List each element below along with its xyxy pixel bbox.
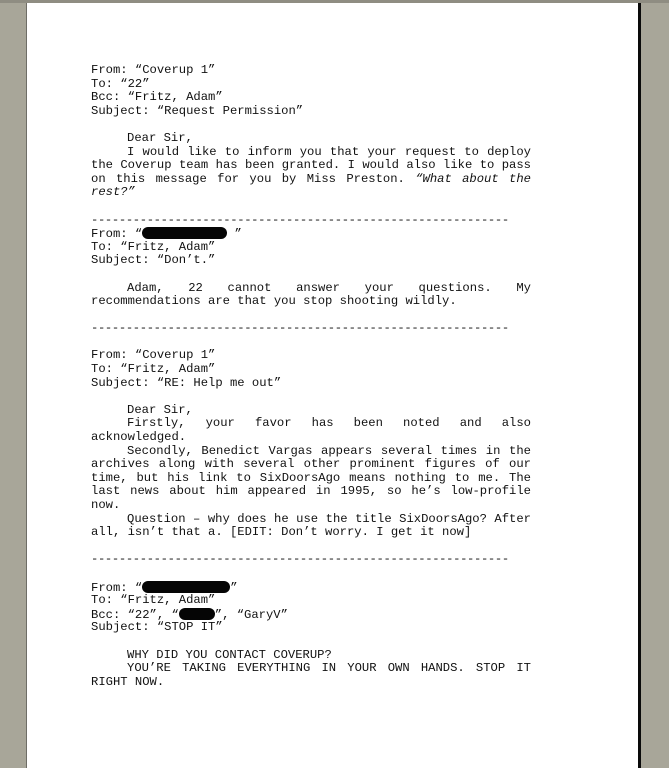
email-message bbox=[91, 64, 531, 214]
email-body-paragraph: YOU’RE TAKING EVERYTHING IN YOUR OWN HANDS. STOP IT RIGHT NOW. bbox=[91, 661, 531, 689]
email-to: To: “Fritz, Adam” bbox=[91, 593, 216, 608]
email-body: Adam, 22 cannot answer your questions. My recommendations are that you stop shooting wildly. bbox=[91, 280, 531, 309]
email-to: To: “Fritz, Adam” bbox=[91, 239, 216, 254]
email-from: From: “ ” bbox=[91, 227, 242, 242]
document-content bbox=[91, 64, 531, 689]
redaction-mark bbox=[179, 608, 215, 620]
email-to: To: “Fritz, Adam” bbox=[91, 362, 216, 377]
email-bcc: Bcc: “Fritz, Adam” bbox=[91, 90, 223, 105]
email-greeting: Dear Sir, bbox=[127, 402, 193, 417]
email-message bbox=[91, 581, 531, 690]
redaction-mark bbox=[142, 227, 227, 239]
email-greeting: Dear Sir, bbox=[127, 130, 193, 145]
email-body: I would like to inform you that your request to deploy the Coverup team has been granted. I would also like to pass on this message for you by Miss Preston. “What about the rest?” bbox=[91, 144, 531, 200]
italic-quote: “What about the rest?” bbox=[91, 171, 531, 200]
separator-line: ------------------------------------------------------------ bbox=[91, 322, 509, 336]
email-message bbox=[91, 349, 531, 553]
separator-line: ------------------------------------------------------------ bbox=[91, 553, 509, 567]
email-subject: Subject: “Don’t.” bbox=[91, 253, 216, 268]
email-to: To: “22” bbox=[91, 76, 150, 91]
redaction-mark bbox=[142, 581, 230, 593]
email-subject: Subject: “RE: Help me out” bbox=[91, 375, 282, 390]
email-from: From: “ ” bbox=[91, 580, 238, 595]
email-from: From: “Coverup 1” bbox=[91, 63, 216, 77]
email-body-paragraph: Firstly, your favor has been noted and also acknowledged. bbox=[91, 416, 531, 445]
page-shadow bbox=[638, 3, 641, 768]
email-from: From: “Coverup 1” bbox=[91, 348, 216, 363]
email-subject: Subject: “STOP IT” bbox=[91, 620, 223, 635]
email-bcc: Bcc: “22”, “ ”, “GaryV” bbox=[91, 607, 288, 622]
separator-line: ------------------------------------------------------------ bbox=[91, 213, 509, 227]
email-body-paragraph: WHY DID YOU CONTACT COVERUP? bbox=[127, 647, 332, 662]
email-message bbox=[91, 227, 531, 322]
email-body-paragraph: Secondly, Benedict Vargas appears several times in the archives along with several other prominent figures of our time, but his link to SixDoorsAgo means nothing to me. The last news about him appeared in 1995, so he’s low-profile now. bbox=[91, 443, 531, 512]
email-body-paragraph: Question – why does he use the title SixDoorsAgo? After all, isn’t that a. [EDIT: Don’t worry. I get it now] bbox=[91, 511, 531, 540]
email-subject: Subject: “Request Permission” bbox=[91, 103, 304, 118]
